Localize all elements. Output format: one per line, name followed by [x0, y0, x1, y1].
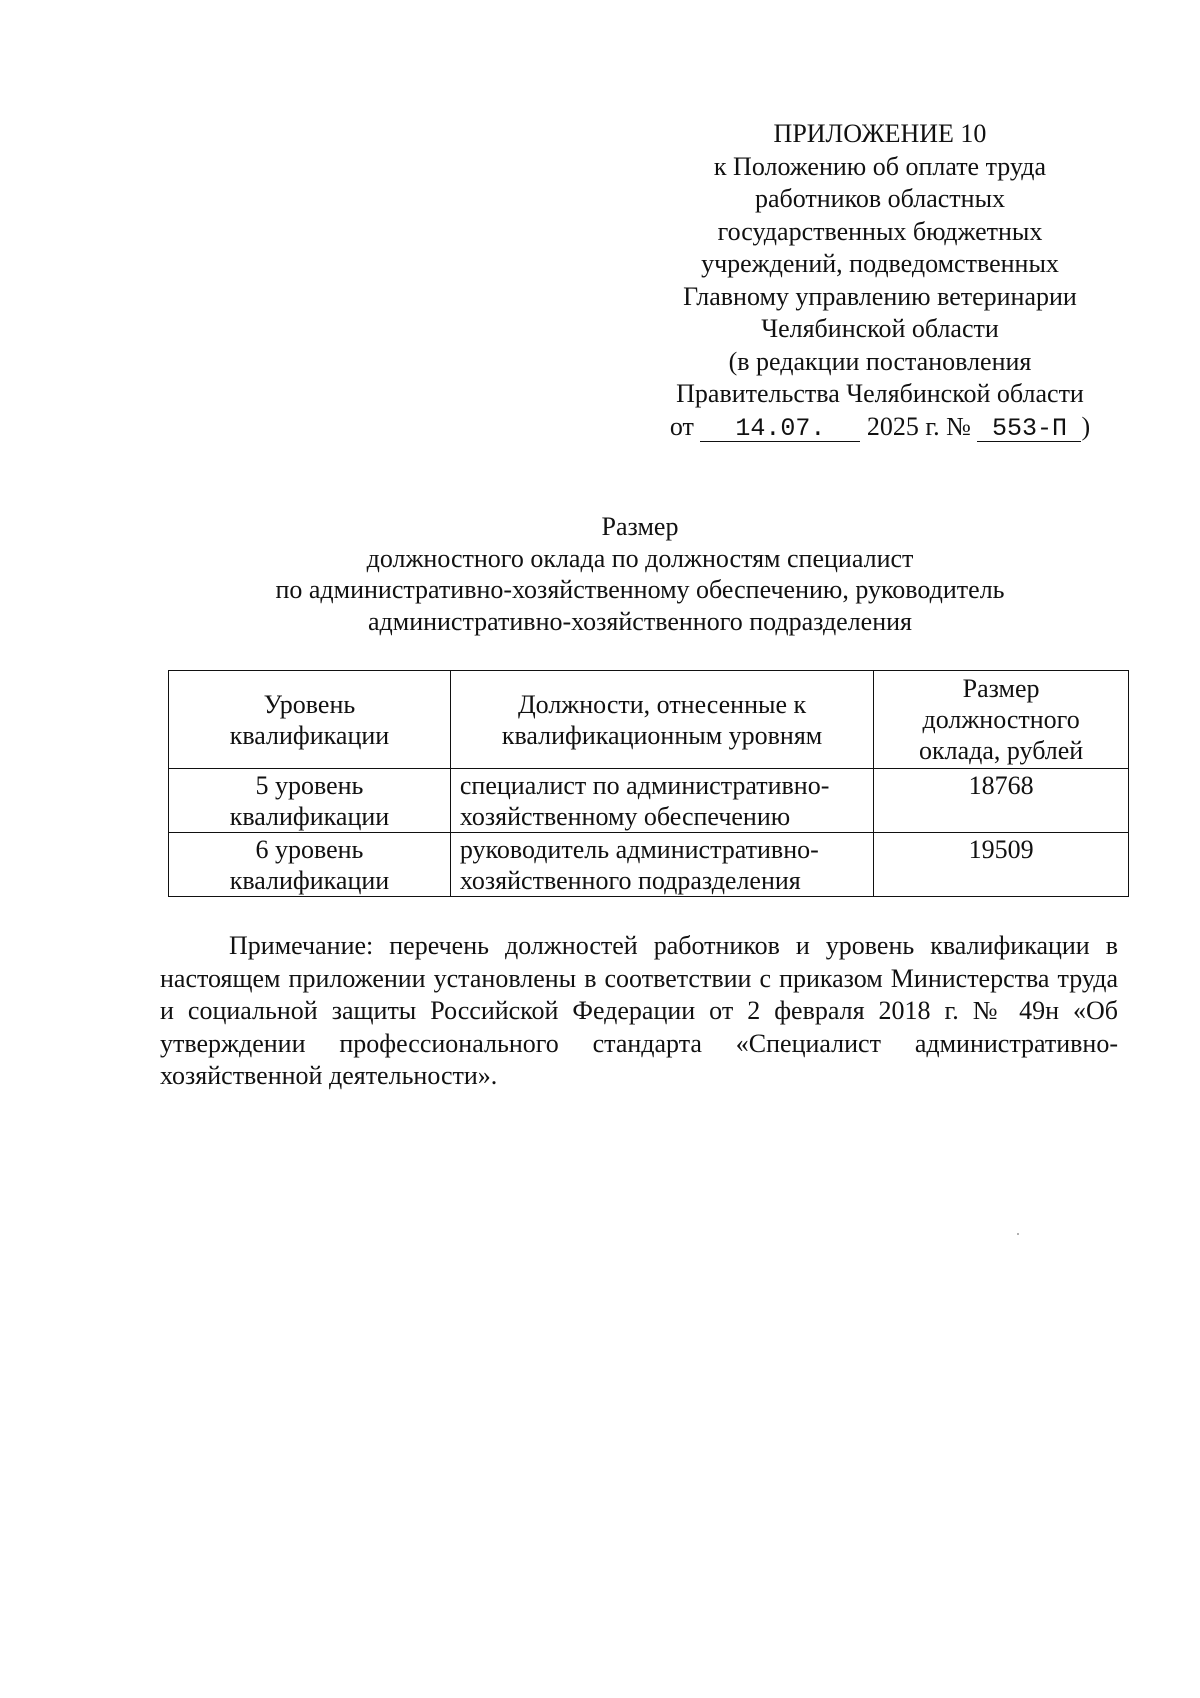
note-paragraph: Примечание: перечень должностей работников и уровень квалификации в настоящем приложении установлены в соответствии с приказом Министерства труда и социальной защиты Российской Федерации от 2 февраля 2018 г. № 49н «Об утверждении профессионального стандарта «Специалист административно-хозяйственной деятельности». — [160, 931, 1118, 1090]
table-header-row — [169, 671, 1129, 769]
resolution-number: 553-П — [977, 417, 1081, 442]
header-line: к Положению об оплате труда — [713, 151, 1047, 181]
position-name: специалист по административно-хозяйственному обеспечению — [450, 769, 873, 833]
header-line: Главному управлению ветеринарии — [683, 281, 1077, 311]
closing-paren: ) — [1081, 411, 1091, 441]
title-line: должностного оклада по должностям специалист — [366, 543, 914, 573]
title-line: административно-хозяйственного подразделения — [367, 606, 913, 636]
appendix-title: ПРИЛОЖЕНИЕ 10 — [773, 119, 987, 148]
header-line: учреждений, подведомственных — [701, 249, 1059, 278]
position-name: руководитель административно-хозяйственного подразделения — [450, 833, 873, 897]
column-header: Должности, отнесенные к квалификационным уровням — [450, 671, 873, 769]
scan-speck — [1017, 1233, 1019, 1235]
header-line: (в редакции постановления — [728, 346, 1032, 376]
resolution-year: 2025 г. № — [866, 411, 971, 441]
header-line: Правительства Челябинской области — [676, 379, 1084, 408]
salary-table — [168, 670, 1129, 897]
salary-value: 18768 — [874, 769, 1129, 833]
qualification-level: 5 уровень квалификации — [169, 769, 451, 833]
header-line: Челябинской области — [761, 314, 999, 343]
title-line: Размер — [601, 512, 679, 541]
table-row — [169, 833, 1129, 897]
resolution-date: 14.07. — [700, 417, 860, 442]
from-label: от — [669, 411, 694, 441]
document-title — [160, 511, 1120, 637]
header-line: государственных бюджетных — [717, 216, 1043, 246]
title-line: по административно-хозяйственному обеспечению, руководитель — [275, 575, 1005, 604]
qualification-level: 6 уровень квалификации — [169, 833, 451, 897]
table-row — [169, 769, 1129, 833]
column-header: Размер должностного оклада, рублей — [874, 671, 1129, 769]
salary-value: 19509 — [874, 833, 1129, 897]
column-header: Уровень квалификации — [169, 671, 451, 769]
appendix-header — [640, 118, 1120, 443]
header-line: работников областных — [754, 184, 1006, 213]
resolution-reference — [640, 411, 1120, 444]
